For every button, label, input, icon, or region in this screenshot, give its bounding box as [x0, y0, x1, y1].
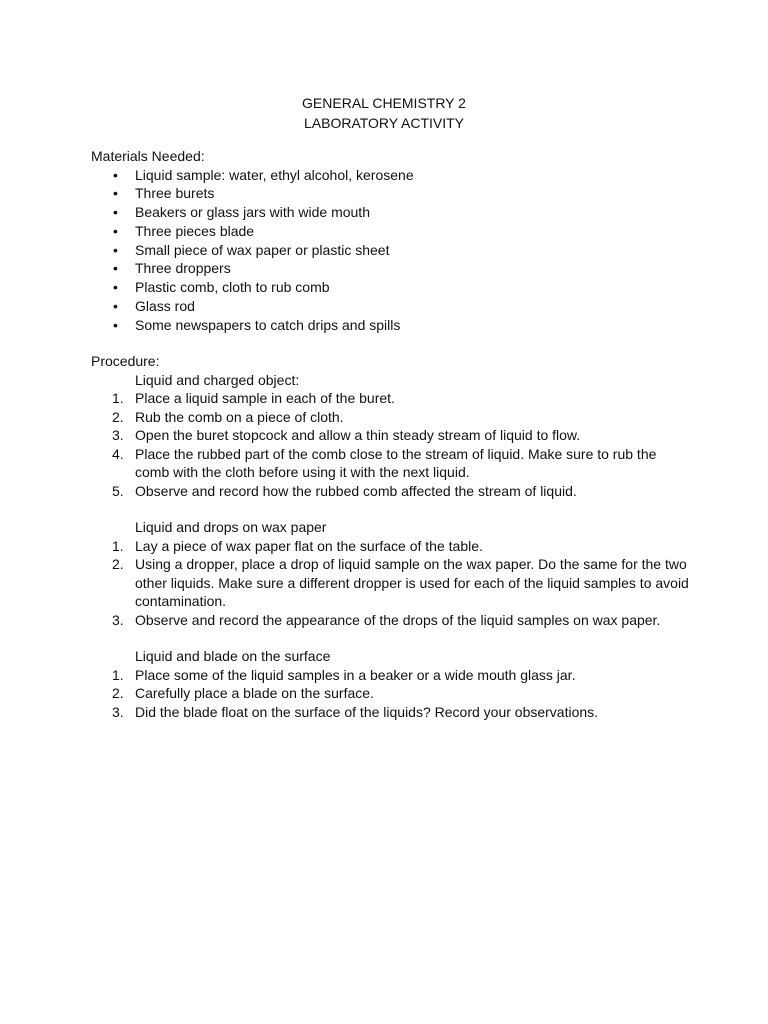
subsection-title: Liquid and blade on the surface: [135, 648, 331, 664]
step-number: 5.: [112, 482, 124, 499]
subsection-title: Liquid and charged object:: [135, 371, 300, 388]
material-item-text: Glass rod: [135, 298, 195, 315]
list-item: [91, 241, 691, 260]
procedure-subsection-wax-paper: [91, 518, 691, 629]
materials-section: [91, 147, 691, 335]
list-item: [91, 184, 691, 203]
list-item: [91, 259, 691, 278]
step-text: Open the buret stopcock and allow a thin steady stream of liquid to flow.: [135, 427, 581, 443]
step-text: Did the blade float on the surface of the liquids? Record your observations.: [135, 703, 599, 720]
bullet-icon: •: [113, 279, 118, 296]
procedure-heading: Procedure:: [91, 353, 160, 369]
material-item-text: Small piece of wax paper or plastic sheet: [135, 241, 390, 258]
step-text: Rub the comb on a piece of cloth.: [135, 408, 344, 425]
procedure-subsection-charged-object: [91, 371, 691, 501]
step-number: 2.: [112, 408, 124, 425]
step-number: 1.: [112, 537, 124, 554]
procedure-section: [91, 352, 691, 739]
list-item: [91, 203, 691, 222]
step-number: 3.: [112, 703, 124, 720]
bullet-icon: •: [113, 166, 118, 183]
step-number: 3.: [112, 427, 124, 443]
list-item: [91, 703, 691, 722]
step-text: Place the rubbed part of the comb close to the stream of liquid. Make sure to rub the comb with the cloth before using it with the next liquid.: [135, 445, 657, 480]
procedure-steps: [91, 537, 691, 630]
bullet-icon: •: [113, 316, 118, 333]
title-line-1: GENERAL CHEMISTRY 2: [302, 95, 466, 111]
procedure-subsection-blade: [91, 647, 691, 721]
bullet-icon: •: [113, 185, 118, 202]
procedure-steps: [91, 389, 691, 500]
step-number: 2.: [112, 685, 124, 701]
material-item-text: Beakers or glass jars with wide mouth: [135, 204, 370, 221]
list-item: [91, 445, 691, 482]
list-item: [91, 316, 691, 335]
list-item: [91, 389, 691, 408]
list-item: [91, 166, 691, 185]
bullet-icon: •: [113, 222, 118, 239]
step-text: Observe and record how the rubbed comb affected the stream of liquid.: [135, 482, 577, 499]
list-item: [91, 555, 691, 611]
material-item-text: Three droppers: [135, 260, 231, 277]
step-text: Place some of the liquid samples in a beaker or a wide mouth glass jar.: [135, 666, 576, 683]
step-text: Place a liquid sample in each of the buret.: [135, 390, 395, 406]
title-line-2: LABORATORY ACTIVITY: [303, 115, 464, 131]
material-item-text: Three burets: [135, 185, 215, 202]
step-text: Observe and record the appearance of the drops of the liquid samples on wax paper.: [135, 611, 661, 628]
list-item: [91, 297, 691, 316]
bullet-icon: •: [113, 204, 118, 221]
list-item: [91, 408, 691, 427]
list-item: [91, 482, 691, 501]
list-item: [91, 611, 691, 630]
material-item-text: Some newspapers to catch drips and spills: [135, 316, 401, 333]
step-text: Lay a piece of wax paper flat on the surface of the table.: [135, 537, 483, 554]
bullet-icon: •: [113, 241, 118, 258]
materials-list: [91, 166, 691, 335]
list-item: [91, 426, 691, 445]
document-title: [0, 93, 768, 133]
subsection-title: Liquid and drops on wax paper: [135, 519, 327, 535]
list-item: [91, 666, 691, 685]
step-number: 2.: [112, 556, 124, 572]
bullet-icon: •: [113, 298, 118, 315]
material-item-text: Liquid sample: water, ethyl alcohol, kerosene: [135, 166, 414, 183]
step-text: Carefully place a blade on the surface.: [135, 685, 374, 701]
material-item-text: Plastic comb, cloth to rub comb: [135, 279, 330, 296]
list-item: [91, 222, 691, 241]
list-item: [91, 278, 691, 297]
step-number: 3.: [112, 611, 124, 628]
material-item-text: Three pieces blade: [135, 222, 255, 239]
list-item: [91, 537, 691, 556]
step-number: 1.: [112, 390, 124, 406]
list-item: [91, 684, 691, 703]
step-text: Using a dropper, place a drop of liquid sample on the wax paper. Do the same for the two other liquids. Make sure a different dropper is used for each of the liquid samples to avoid contamination.: [135, 556, 689, 609]
step-number: 4.: [112, 445, 124, 462]
procedure-steps: [91, 666, 691, 722]
materials-heading: Materials Needed:: [91, 148, 205, 164]
step-number: 1.: [112, 666, 124, 683]
bullet-icon: •: [113, 260, 118, 277]
